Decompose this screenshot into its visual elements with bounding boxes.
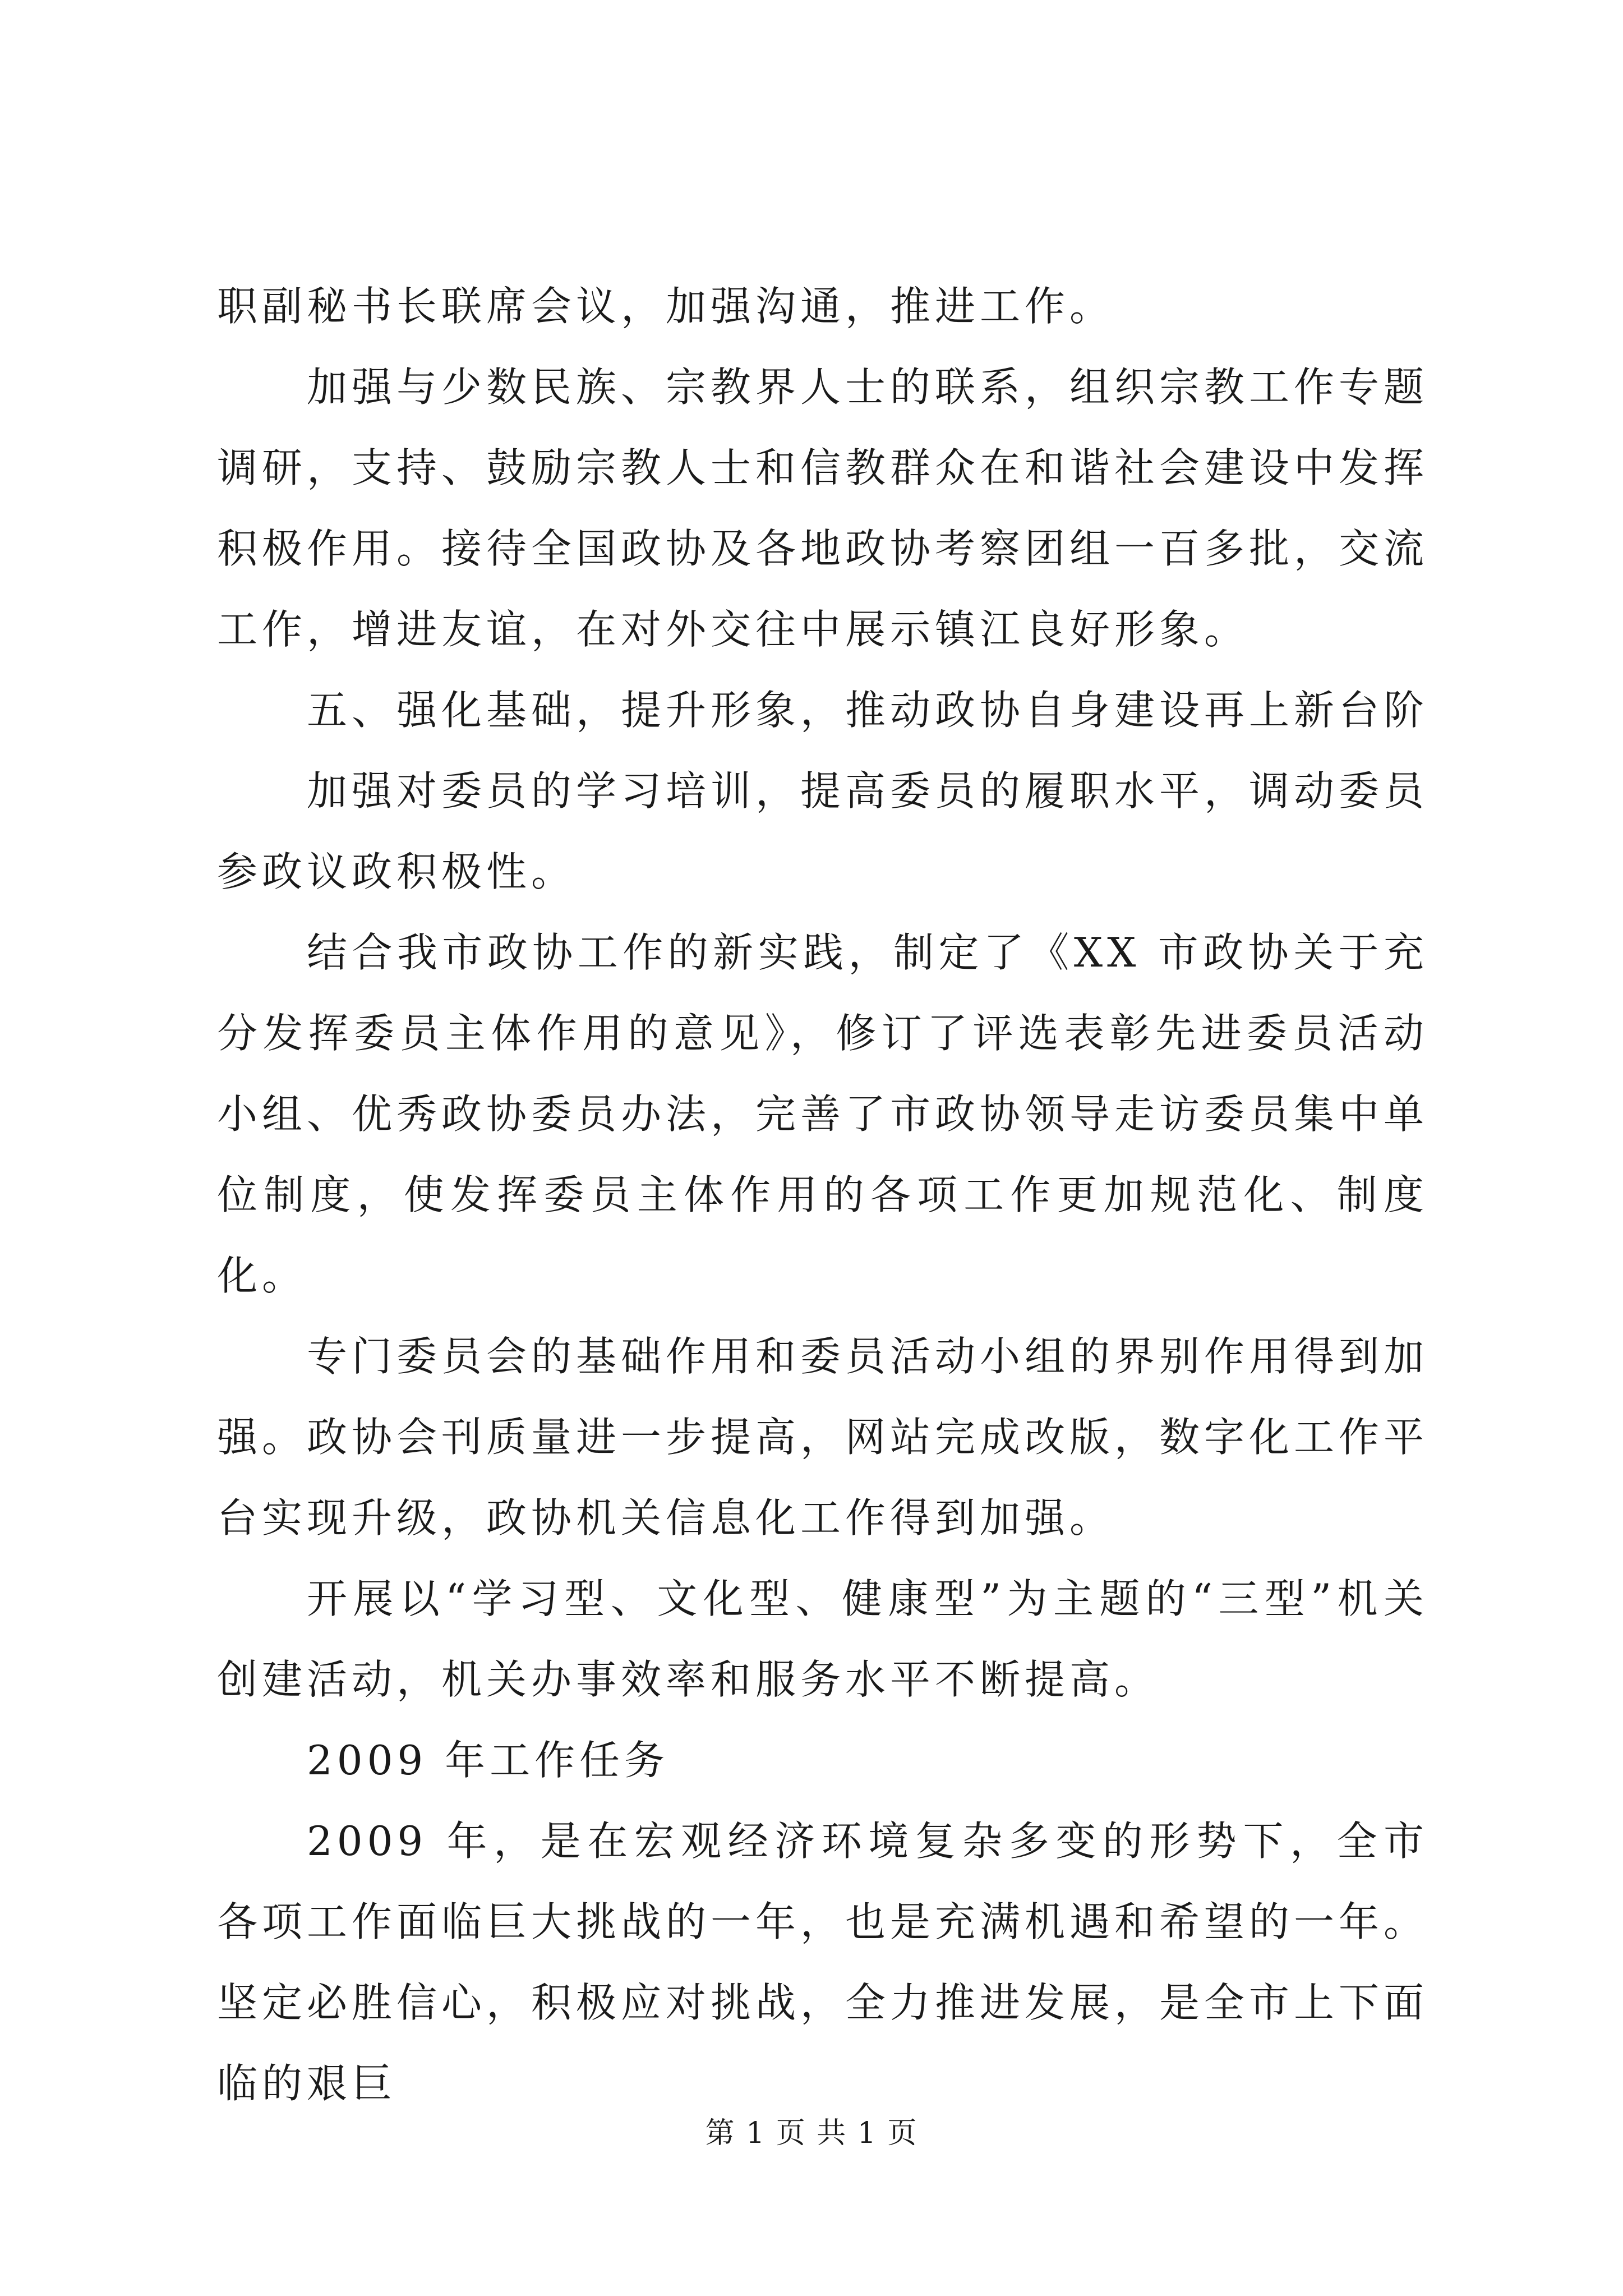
paragraph-member-training: 加强对委员的学习培训，提高委员的履职水平，调动委员参政议政积极性。 xyxy=(217,767,1429,895)
paragraph-religious-affairs: 加强与少数民族、宗教界人士的联系，组织宗教工作专题调研，支持、鼓励宗教人士和信教群众在和谐社会建设中发挥积极作用。接待全国政协及各地政协考察团组一百多批，交流工作，增进友谊，在对外交往中展示镇江良好形象。 xyxy=(217,364,1429,653)
paragraph-member-role: 结合我市政协工作的新实践，制定了《XX 市政协关于充分发挥委员主体作用的意见》，修订了评选表彰先进委员活动小组、优秀政协委员办法，完善了市政协领导走访委员集中单位制度，使发挥委员主体作用的各项工作更加规范化、制度化。 xyxy=(217,929,1429,1299)
paragraph-2009: 2009 年，是在宏观经济环境复杂多变的形势下，全市各项工作面临巨大挑战的一年，也是充满机遇和希望的一年。坚定必胜信心，积极应对挑战，全力推进发展，是全市上下面临的艰巨 xyxy=(217,1818,1429,2107)
section-heading-five: 五、强化基础，提升形象，推动政协自身建设再上新台阶 xyxy=(307,687,1429,734)
document-body xyxy=(217,266,1428,2124)
paragraph-committees: 专门委员会的基础作用和委员活动小组的界别作用得到加强。政协会刊质量进一步提高，网站完成改版，数字化工作平台实现升级，政协机关信息化工作得到加强。 xyxy=(217,1333,1429,1542)
paragraph-three-types: 开展以“学习型、文化型、健康型”为主题的“三型”机关创建活动，机关办事效率和服务水平不断提高。 xyxy=(217,1575,1428,1703)
section-heading-2009-tasks: 2009 年工作任务 xyxy=(307,1737,670,1784)
page-footer: 第 1 页 共 1 页 xyxy=(705,2116,918,2150)
paragraph-continuation: 职副秘书长联席会议，加强沟通，推进工作。 xyxy=(217,283,1115,330)
